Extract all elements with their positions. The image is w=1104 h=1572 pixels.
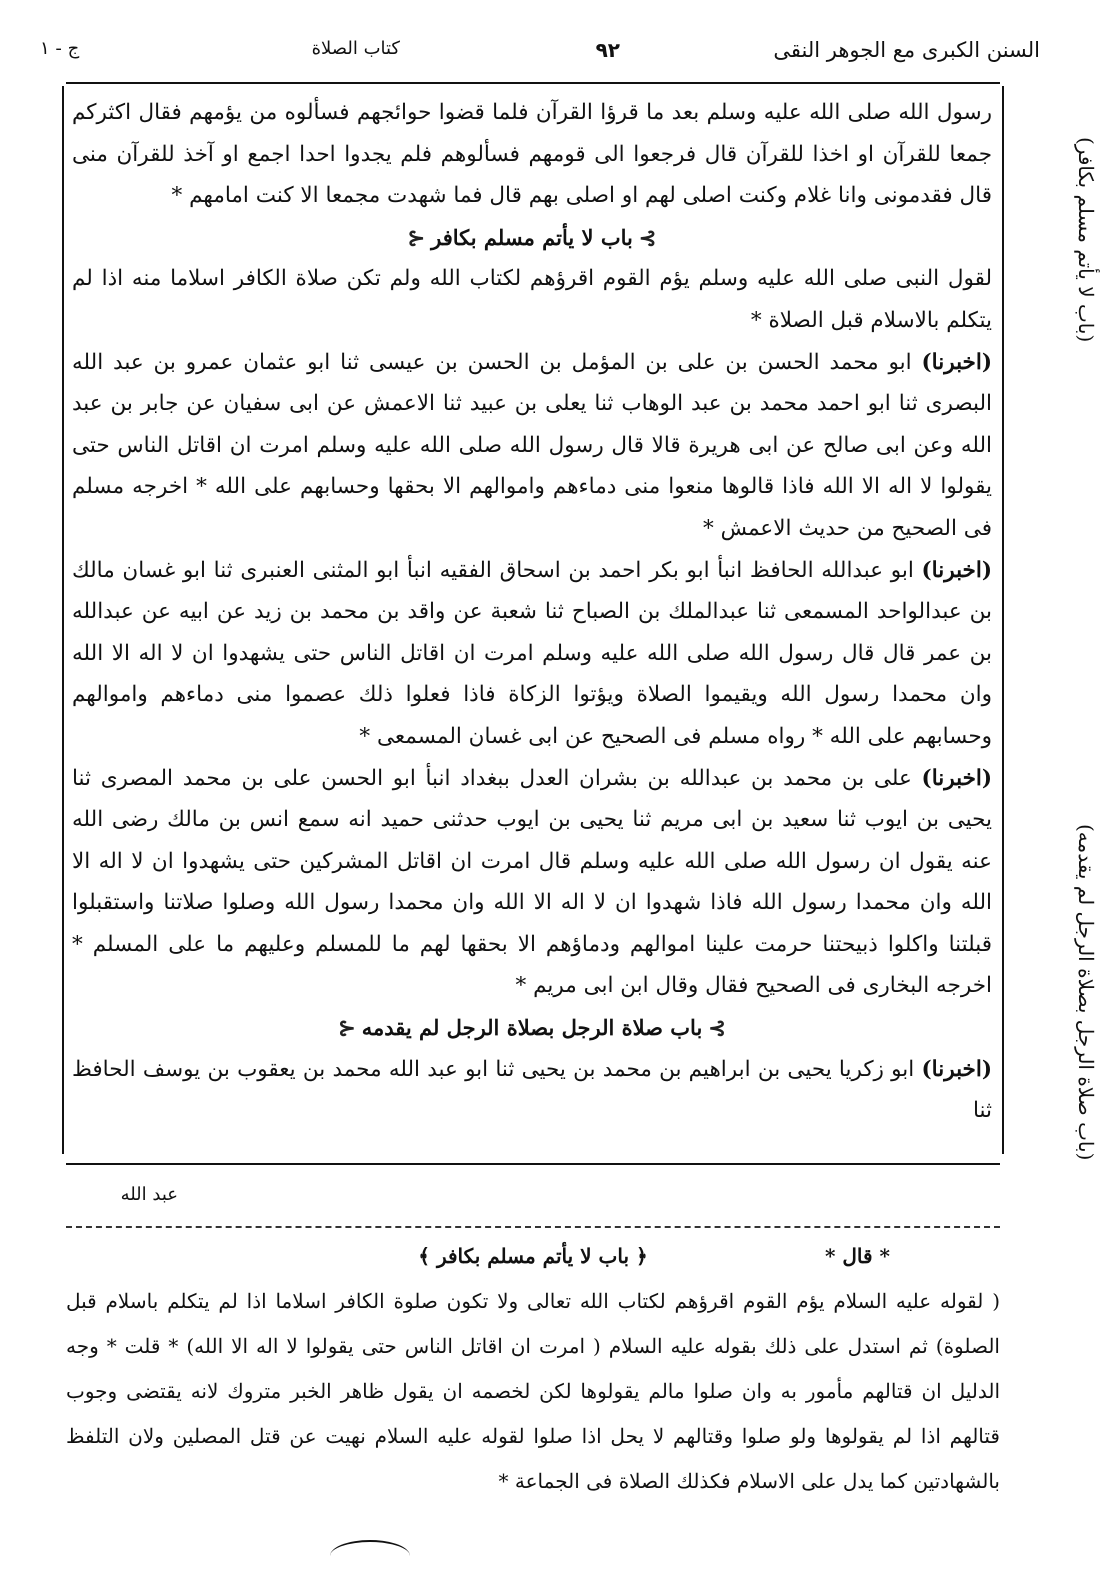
chapter-heading: ⊱باب لا يأتم مسلم بكافر⊰ xyxy=(72,217,992,259)
footnote-reference: عبد الله xyxy=(120,1184,178,1205)
main-text xyxy=(72,92,992,1132)
lead-word: (اخبرنا) xyxy=(921,557,992,583)
paragraph: لقول النبى صلى الله عليه وسلم يؤم القوم اقرؤهم لكتاب الله ولم تكن صلاة الكافر اسلاما منه اذا لم يتكلم بالاسلام قبل الصلاة * xyxy=(72,266,992,333)
paragraph: رسول الله صلى الله عليه وسلم بعد ما قرؤا القرآن فلما قضوا حوائجهم فسألوه من يؤمهم فقال اكثركم جمعا للقرآن او اخذا للقرآن قال فرجعوا الى قومهم فسألوهم فلم يجدوا احدا اجمع او آخذ للقرآن منى قال فقدمونى وانا غلام وكنت اصلى لهم او اصلى بهم قال فما شهدت مجمعا الا كنت امامهم * xyxy=(72,100,992,209)
footer-mark xyxy=(330,1540,410,1572)
ornament-icon: ⊱ xyxy=(638,224,657,250)
lead-word: (اخبرنا) xyxy=(921,349,992,375)
commentary-heading xyxy=(66,1234,1000,1279)
chapter-heading: ⊱باب صلاة الرجل بصلاة الرجل لم يقدمه⊰ xyxy=(72,1007,992,1049)
commentary-qal: * قال * xyxy=(824,1244,890,1268)
book-title: السنن الكبرى مع الجوهر النقى xyxy=(773,38,1040,62)
page-header xyxy=(40,38,1040,72)
page-number: ٩٢ xyxy=(595,38,620,62)
hadith-paragraph: (اخبرنا) ابو عبدالله الحافظ انبأ ابو بكر احمد بن اسحاق الفقيه انبأ ابو المثنى العنبرى ثنا ابو غسان مالك بن عبدالواحد المسمعى ثنا عبدالملك بن الصباح ثنا شعبة عن واقد بن محمد بن زيد عن ابيه عن عبدالله بن عمر قال قال رسول الله صلى الله عليه وسلم امرت ان اقاتل الناس حتى يشهدوا ان لا اله الا الله وان محمدا رسول الله ويقيموا الصلاة ويؤتوا الزكاة فاذا فعلوا ذلك عصموا منى دماءهم واموالهم وحسابهم على الله * رواه مسلم فى الصحيح عن ابى غسان المسمعى * xyxy=(72,557,992,749)
hadith-paragraph: (اخبرنا) ابو زكريا يحيى بن ابراهيم بن محمد بن يحيى ثنا ابو عبد الله محمد بن يعقوب بن يوسف الحافظ ثنا xyxy=(72,1056,992,1124)
commentary-title: ﴿ باب لا يأتم مسلم بكافر ﴾ xyxy=(418,1244,648,1268)
ornament-icon: ⊰ xyxy=(407,224,426,250)
separator-rule xyxy=(66,1226,1000,1228)
chapter-running-title: كتاب الصلاة xyxy=(311,38,400,59)
hadith-paragraph: (اخبرنا) على بن محمد بن عبدالله بن بشران العدل ببغداد انبأ ابو الحسن على بن محمد المصرى ثنا يحيى بن ايوب ثنا سعيد بن ابى مريم ثنا يحيى بن ايوب حدثنى حميد انه سمع انس بن مالك رضى الله عنه يقول ان رسول الله صلى الله عليه وسلم قال امرت ان اقاتل المشركين حتى يشهدوا ان لا اله الا الله وان محمدا رسول الله فاذا شهدوا ان لا اله الا الله وان محمدا رسول الله وصلوا صلاتنا واستقبلوا قبلتنا واكلوا ذبيحتنا حرمت علينا اموالهم ودماؤهم الا بحقها لهم ما للمسلم وعليهم ما على المسلم * اخرجه البخارى فى الصحيح فقال وقال ابن ابى مريم * xyxy=(72,765,993,999)
volume-label: ج - ١ xyxy=(40,38,80,59)
top-rule xyxy=(66,82,1000,84)
lead-word: (اخبرنا) xyxy=(921,765,993,791)
bottom-rule xyxy=(66,1163,1000,1165)
commentary-body: ( لقوله عليه السلام يؤم القوم اقرؤهم لكتاب الله تعالى ولا تكون صلوة الكافر اسلاما اذا لم يتكلم باسلام قبل الصلوة) ثم استدل على ذلك بقوله عليه السلام ( امرت ان اقاتل الناس حتى يقولوا لا اله الا الله) * قلت * وجه الدليل ان قتالهم مأمور به وان صلوا مالم يقولوها لكن لخصمه ان يقول ظاهر الخبر متروك لانه يقتضى وجوب قتالهم اذا لم يقولوها ولو صلوا وقتالهم لا يحل اذا صلوا لقوله عليه السلام نهيت عن قتل المصلين ولان التلفظ بالشهادتين كما يدل على الاسلام فكذلك الصلاة فى الجماعة * xyxy=(66,1289,1000,1493)
hadith-paragraph: (اخبرنا) ابو محمد الحسن بن على بن المؤمل بن الحسن بن عيسى ثنا ابو عثمان عمرو بن عبد الله البصرى ثنا ابو احمد محمد بن عبد الوهاب ثنا يعلى بن عبيد ثنا الاعمش عن ابى سفيان عن جابر بن عبد الله وعن ابى صالح عن ابى هريرة قالا قال رسول الله صلى الله عليه وسلم امرت ان اقاتل الناس حتى يقولوا لا اله الا الله فاذا قالوها منعوا منى دماءهم واموالهم الا بحقها وحسابهم على الله * اخرجه مسلم فى الصحيح من حديث الاعمش * xyxy=(72,349,992,541)
commentary-section xyxy=(66,1234,1000,1504)
margin-note-chapter-1: (باب لا يأتم مسلم بكافر) xyxy=(1074,136,1098,342)
ornament-icon: ⊱ xyxy=(708,1015,726,1041)
lead-word: (اخبرنا) xyxy=(921,1056,992,1082)
margin-note-chapter-2: (باب صلاة الرجل بصلاة الرجل لم يقدمه) xyxy=(1074,823,1098,1160)
ornament-icon: ⊰ xyxy=(338,1015,356,1041)
